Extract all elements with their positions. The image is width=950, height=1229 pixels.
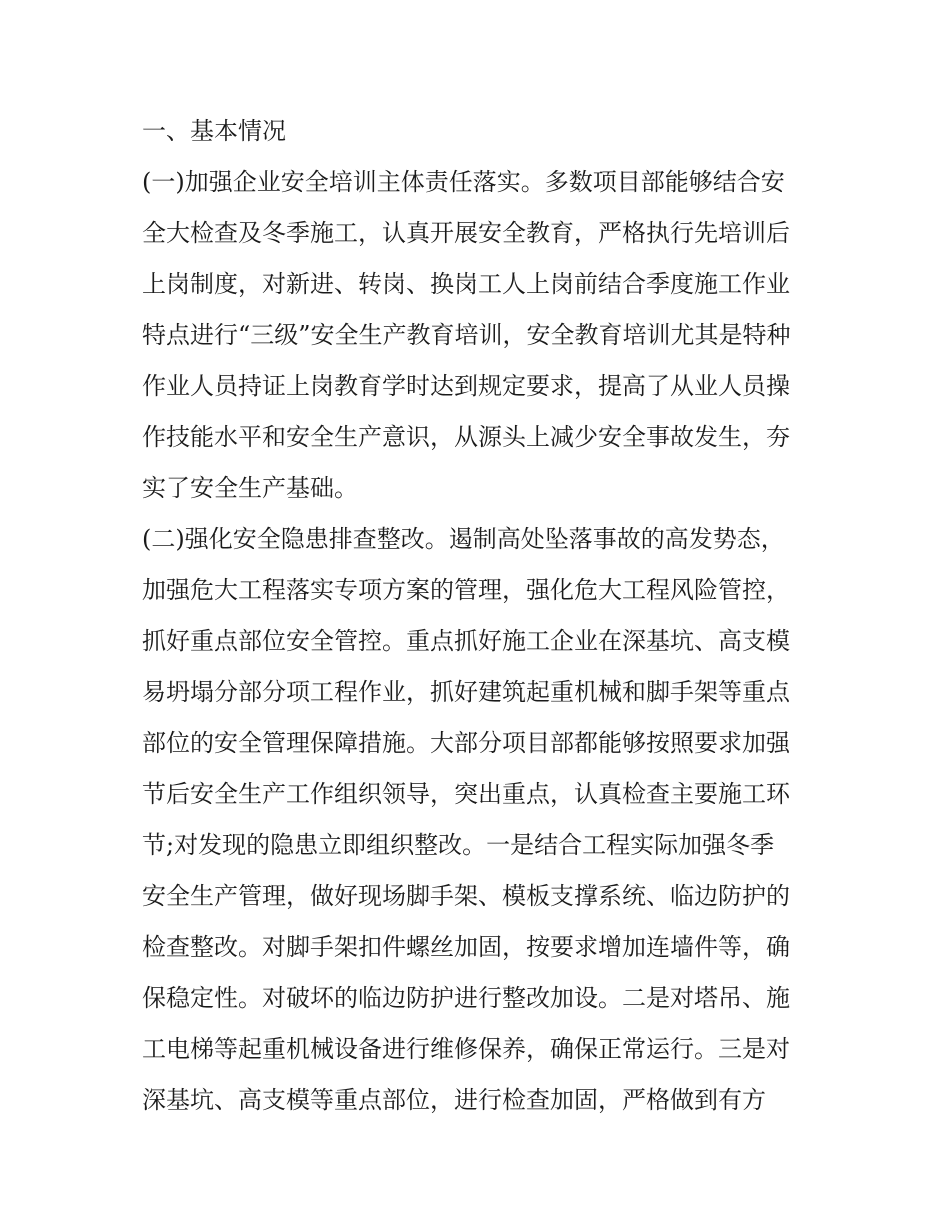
paragraph-line: 工电梯等起重机械设备进行维修保养，确保正常运行。三是对 (142, 1035, 790, 1063)
paragraph-line: 全大检查及冬季施工，认真开展安全教育，严格执行先培训后 (142, 219, 790, 247)
paragraph-line: 作业人员持证上岗教育学时达到规定要求，提高了从业人员操 (142, 372, 790, 400)
section-heading: 一、基本情况 (142, 117, 286, 145)
paragraph-line: 特点进行“三级”安全生产教育培训，安全教育培训尤其是特种 (142, 321, 791, 349)
paragraph-line: (二)强化安全隐患排查整改。遏制高处坠落事故的高发势态， (142, 525, 785, 553)
paragraph-line: 实了安全生产基础。 (142, 474, 358, 502)
paragraph-line: 部位的安全管理保障措施。大部分项目部都能够按照要求加强 (142, 729, 790, 757)
paragraph-line: 加强危大工程落实专项方案的管理，强化危大工程风险管控， (142, 576, 790, 604)
paragraph-line: 检查整改。对脚手架扣件螺丝加固，按要求增加连墙件等，确 (142, 933, 790, 961)
paragraph-line: 作技能水平和安全生产意识，从源头上减少安全事故发生，夯 (142, 423, 790, 451)
paragraph-line: (一)加强企业安全培训主体责任落实。多数项目部能够结合安 (142, 168, 785, 196)
paragraph-line: 深基坑、高支模等重点部位，进行检查加固，严格做到有方 (142, 1086, 766, 1114)
paragraph-line: 保稳定性。对破坏的临边防护进行整改加设。二是对塔吊、施 (142, 984, 790, 1012)
paragraph-line: 抓好重点部位安全管控。重点抓好施工企业在深基坑、高支模 (142, 627, 790, 655)
document-body (142, 106, 832, 1126)
paragraph-line: 安全生产管理，做好现场脚手架、模板支撑系统、临边防护的 (142, 882, 790, 910)
paragraph-line: 上岗制度，对新进、转岗、换岗工人上岗前结合季度施工作业 (142, 270, 790, 298)
paragraph-line: 节;对发现的隐患立即组织整改。一是结合工程实际加强冬季 (142, 831, 775, 859)
paragraph-line: 节后安全生产工作组织领导，突出重点，认真检查主要施工环 (142, 780, 790, 808)
paragraph-line: 易坍塌分部分项工程作业，抓好建筑起重机械和脚手架等重点 (142, 678, 790, 706)
